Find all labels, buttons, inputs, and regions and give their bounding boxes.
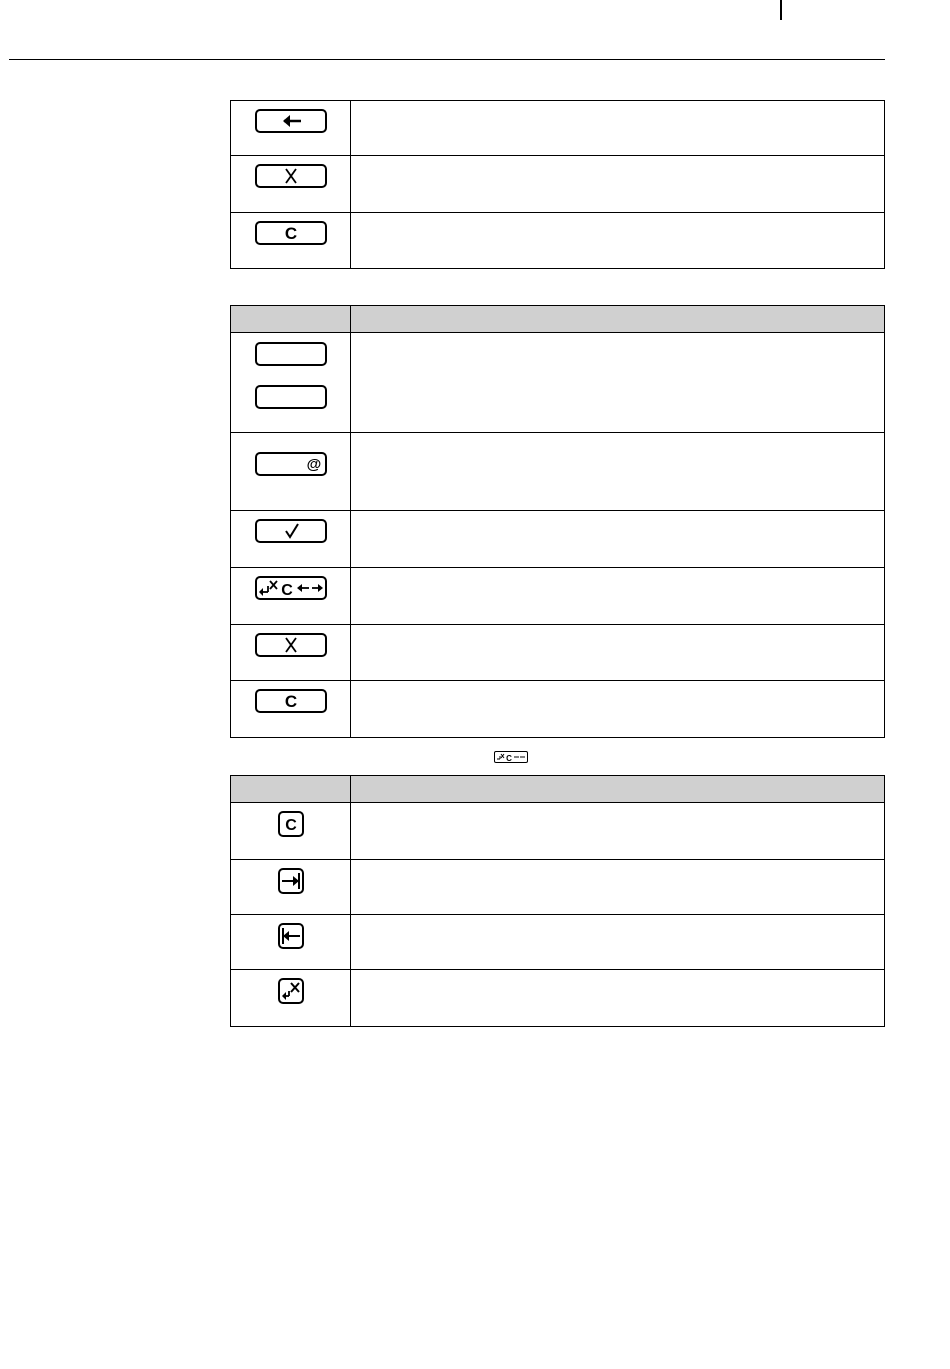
arrow-left-icon <box>257 111 325 131</box>
page-corner-mark <box>780 0 782 20</box>
table-header-cell <box>231 776 351 803</box>
delete-square-button[interactable] <box>278 978 304 1004</box>
description-cell <box>351 101 885 156</box>
delete-icon <box>280 980 302 1002</box>
description-cell <box>351 568 885 625</box>
table-row <box>231 625 885 681</box>
table-row <box>231 860 885 915</box>
cancel-x-icon <box>257 635 325 655</box>
keys-table-2 <box>230 305 885 738</box>
clear-key-button[interactable] <box>255 221 327 245</box>
table-row <box>231 511 885 568</box>
back-key-button[interactable] <box>255 109 327 133</box>
icon-cell <box>231 681 351 738</box>
table-row <box>231 213 885 269</box>
move-left-square-button[interactable] <box>278 923 304 949</box>
description-cell <box>351 433 885 511</box>
icon-cell <box>231 625 351 681</box>
table-header-row <box>231 306 885 333</box>
icon-cell <box>231 803 351 860</box>
table-row <box>231 568 885 625</box>
inline-c-glyph: C <box>506 754 512 762</box>
icon-cell <box>231 101 351 156</box>
description-cell <box>351 625 885 681</box>
at-glyph: @ <box>306 456 321 473</box>
edit-mode-c-glyph: C <box>280 582 293 598</box>
description-cell <box>351 213 885 269</box>
clear-c-icon <box>257 223 325 243</box>
description-cell <box>351 333 885 433</box>
description-cell <box>351 803 885 860</box>
arrow-left-icon <box>280 925 302 947</box>
table-header-cell <box>351 776 885 803</box>
table-row <box>231 970 885 1027</box>
icon-cell <box>231 860 351 915</box>
edit-mode-key-button[interactable] <box>255 576 327 600</box>
at-sign-icon <box>257 454 325 474</box>
cancel-x-icon <box>257 166 325 186</box>
confirm-key-button[interactable] <box>255 519 327 543</box>
description-cell <box>351 970 885 1027</box>
at-key-button[interactable] <box>255 452 327 476</box>
table-row <box>231 915 885 970</box>
edit-mode-icon <box>495 752 527 762</box>
description-cell <box>351 860 885 915</box>
description-cell <box>351 681 885 738</box>
icon-cell <box>231 156 351 213</box>
description-cell <box>351 511 885 568</box>
table-row <box>231 803 885 860</box>
icon-cell <box>231 970 351 1027</box>
header-rule <box>9 59 885 60</box>
square-c-glyph: C <box>284 817 297 834</box>
clear-c-glyph: C <box>284 692 297 711</box>
arrow-right-icon <box>280 870 302 892</box>
blank-key-button[interactable] <box>255 385 327 409</box>
table-header-cell <box>231 306 351 333</box>
checkmark-icon <box>257 521 325 541</box>
table-row <box>231 681 885 738</box>
description-cell <box>351 156 885 213</box>
clear-square-button[interactable] <box>278 811 304 837</box>
table-header-cell <box>351 306 885 333</box>
clear-key-button[interactable] <box>255 689 327 713</box>
cancel-key-button[interactable] <box>255 164 327 188</box>
keys-table-3 <box>230 775 885 1027</box>
icon-cell <box>231 333 351 433</box>
cancel-key-button[interactable] <box>255 633 327 657</box>
icon-cell <box>231 511 351 568</box>
clear-c-glyph: C <box>284 224 297 243</box>
table-header-row <box>231 776 885 803</box>
keys-table-1 <box>230 100 885 269</box>
icon-cell <box>231 568 351 625</box>
blank-key-button[interactable] <box>255 342 327 366</box>
icon-cell <box>231 213 351 269</box>
table-row <box>231 433 885 511</box>
clear-c-icon <box>257 691 325 711</box>
table-row <box>231 156 885 213</box>
table-row <box>231 333 885 433</box>
edit-mode-icon <box>257 578 325 598</box>
description-cell <box>351 915 885 970</box>
edit-mode-inline-icon <box>494 751 528 763</box>
move-right-square-button[interactable] <box>278 868 304 894</box>
icon-cell <box>231 433 351 511</box>
table-row <box>231 101 885 156</box>
clear-c-icon <box>280 813 302 835</box>
icon-cell <box>231 915 351 970</box>
